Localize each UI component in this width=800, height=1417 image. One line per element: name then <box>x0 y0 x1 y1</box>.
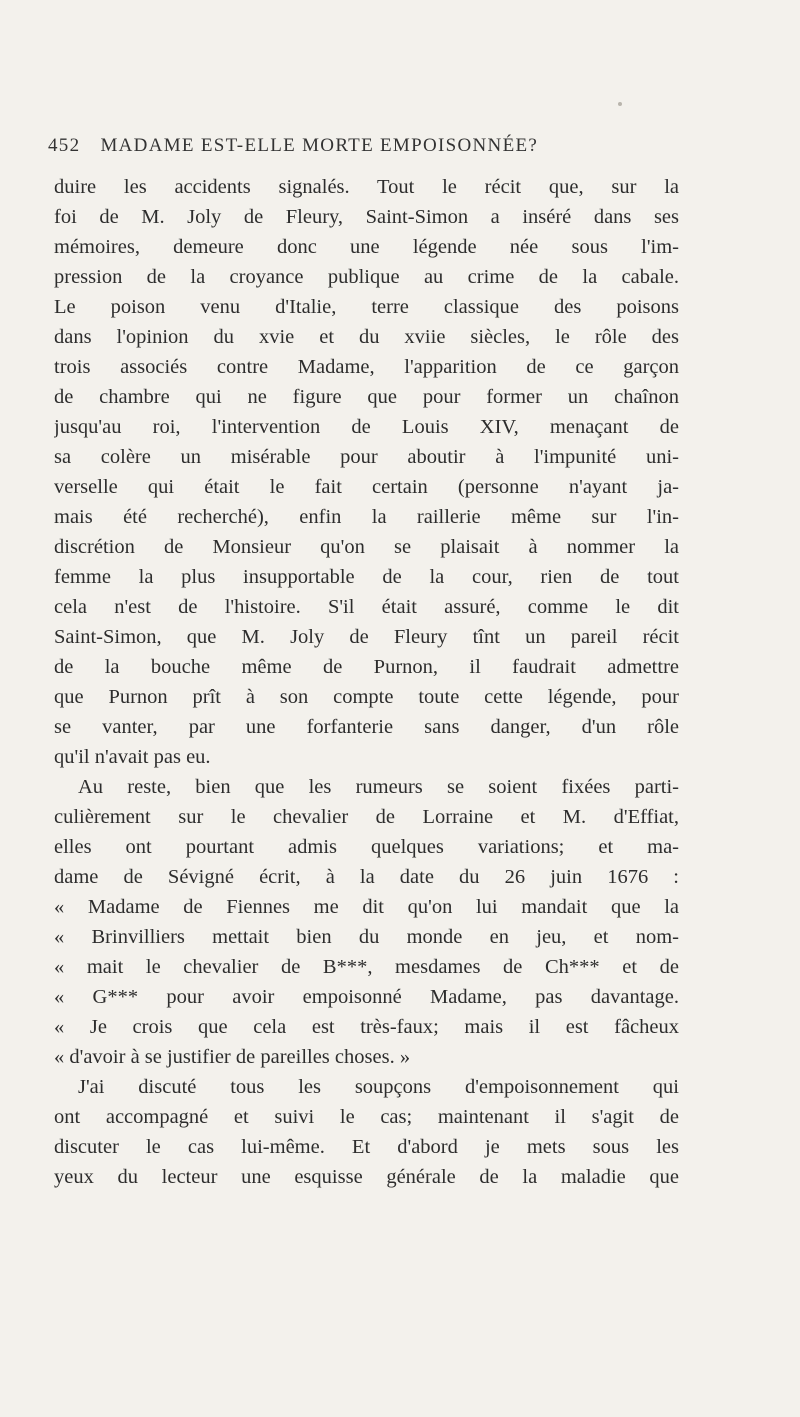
text-line: discuter le cas lui-même. Et d'abord je mets sous les <box>54 1136 679 1158</box>
text-line: Le poison venu d'Italie, terre classique des poisons <box>54 296 679 318</box>
text-line: dans l'opinion du xvie et du xviie siècles, le rôle des <box>54 326 679 348</box>
text-line: « Madame de Fiennes me dit qu'on lui mandait que la <box>54 896 679 918</box>
text-line: discrétion de Monsieur qu'on se plaisait à nommer la <box>54 536 679 558</box>
page-number: 452 <box>48 135 81 156</box>
text-line: cela n'est de l'histoire. S'il était assuré, comme le dit <box>54 596 679 618</box>
text-line: jusqu'au roi, l'intervention de Louis XIV, menaçant de <box>54 416 679 438</box>
text-line: trois associés contre Madame, l'apparition de ce garçon <box>54 356 679 378</box>
text-line: Au reste, bien que les rumeurs se soient fixées parti- <box>78 776 679 798</box>
text-line: « Brinvilliers mettait bien du monde en jeu, et nom- <box>54 926 679 948</box>
text-line: Saint-Simon, que M. Joly de Fleury tînt un pareil récit <box>54 626 679 648</box>
text-line: « mait le chevalier de B***, mesdames de Ch*** et de <box>54 956 679 978</box>
text-line: duire les accidents signalés. Tout le récit que, sur la <box>54 176 679 198</box>
text-line: « G*** pour avoir empoisonné Madame, pas davantage. <box>54 986 679 1008</box>
text-line: femme la plus insupportable de la cour, rien de tout <box>54 566 679 588</box>
text-line: de chambre qui ne figure que pour former un chaînon <box>54 386 679 408</box>
text-line: dame de Sévigné écrit, à la date du 26 juin 1676 : <box>54 866 679 888</box>
text-line: qu'il n'avait pas eu. <box>54 746 211 768</box>
text-line: se vanter, par une forfanterie sans danger, d'un rôle <box>54 716 679 738</box>
text-line: « d'avoir à se justifier de pareilles choses. » <box>54 1046 411 1068</box>
text-line: verselle qui était le fait certain (personne n'ayant ja- <box>54 476 679 498</box>
text-line: mais été recherché), enfin la raillerie même sur l'in- <box>54 506 679 528</box>
text-line: « Je crois que cela est très-faux; mais il est fâcheux <box>54 1016 679 1038</box>
text-line: que Purnon prît à son compte toute cette légende, pour <box>54 686 679 708</box>
text-line: mémoires, demeure donc une légende née sous l'im- <box>54 236 679 258</box>
text-line: J'ai discuté tous les soupçons d'empoisonnement qui <box>78 1076 679 1098</box>
paper-speck <box>618 102 622 106</box>
text-line: pression de la croyance publique au crime de la cabale. <box>54 266 679 288</box>
text-line: foi de M. Joly de Fleury, Saint-Simon a inséré dans ses <box>54 206 679 228</box>
text-line: sa colère un misérable pour aboutir à l'impunité uni- <box>54 446 679 468</box>
running-title: MADAME EST-ELLE MORTE EMPOISONNÉE? <box>100 135 539 156</box>
text-line: culièrement sur le chevalier de Lorraine et M. d'Effiat, <box>54 806 679 828</box>
text-line: yeux du lecteur une esquisse générale de la maladie que <box>54 1166 679 1188</box>
text-line: elles ont pourtant admis quelques variations; et ma- <box>54 836 679 858</box>
running-header <box>48 135 688 157</box>
body-text <box>54 172 679 1192</box>
text-line: de la bouche même de Purnon, il faudrait admettre <box>54 656 679 678</box>
text-line: ont accompagné et suivi le cas; maintenant il s'agit de <box>54 1106 679 1128</box>
